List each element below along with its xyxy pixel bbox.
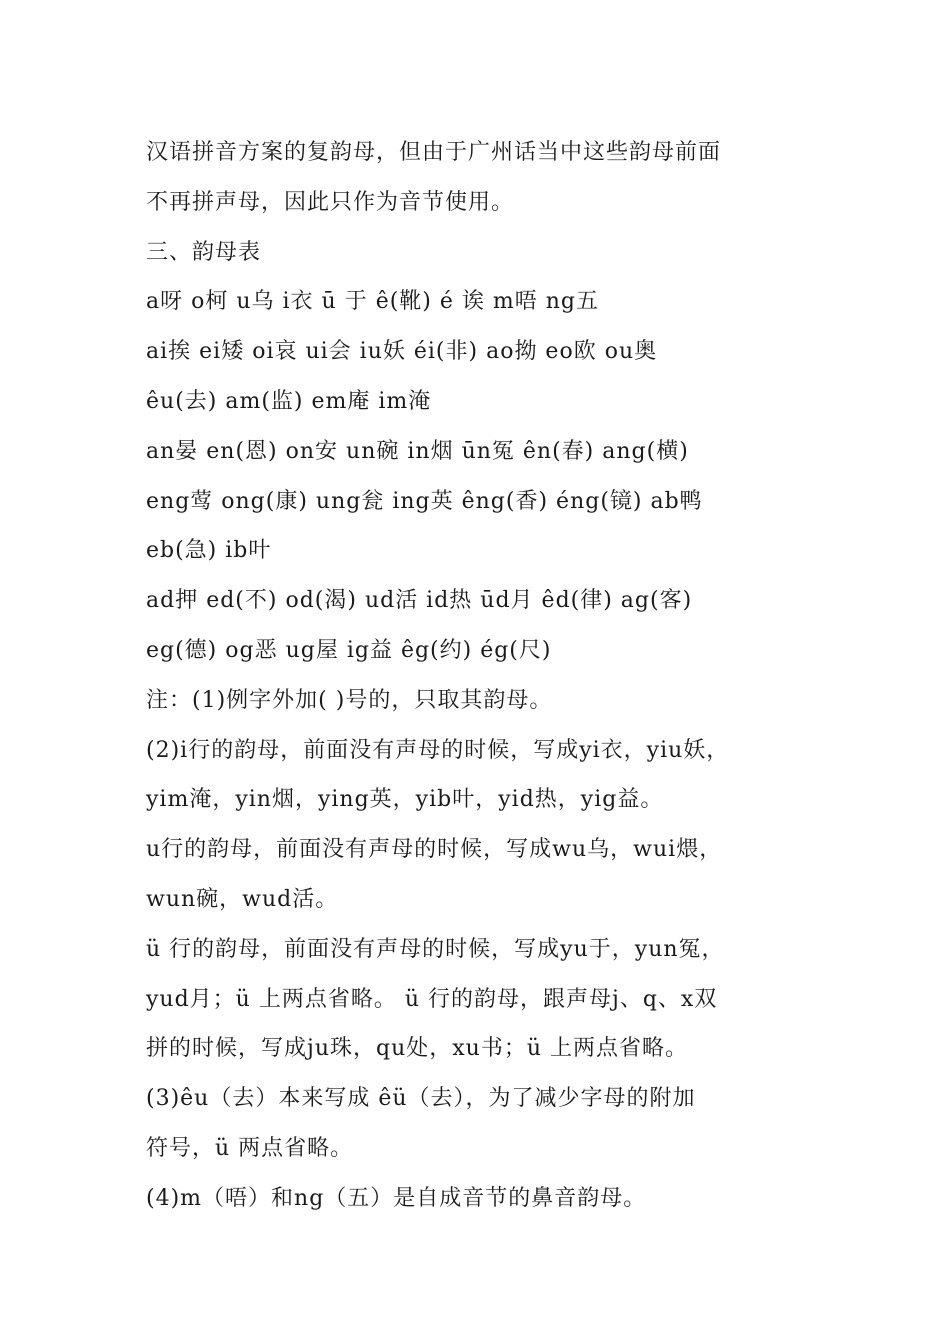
final-table-line: ad押 ed(不) od(渴) ud活 id热 ūd月 êd(律) ag(客) xyxy=(146,588,693,614)
final-table-line: a呀 o柯 u乌 i衣 ū 于 ê(靴) é 诶 m唔 ng五 xyxy=(146,289,599,315)
note-line: yim淹，yin烟，ying英，yib叶，yid热，yig益。 xyxy=(146,787,664,813)
document-body xyxy=(146,128,846,1224)
final-table-line: êu(去) am(监) em庵 im淹 xyxy=(146,388,432,414)
note-line: (4)m（唔）和ng（五）是自成音节的鼻音韵母。 xyxy=(146,1185,647,1211)
note-line: 注：(1)例字外加( )号的，只取其韵母。 xyxy=(146,687,553,713)
section-heading: 三、韵母表 xyxy=(146,239,262,265)
paragraph-line: 不再拼声母，因此只作为音节使用。 xyxy=(146,189,515,215)
note-line: (3)êu（去）本来写成 êü（去），为了减少字母的附加 xyxy=(146,1086,696,1112)
paragraph-line: 汉语拼音方案的复韵母，但由于广州话当中这些韵母前面 xyxy=(146,140,722,165)
final-table-line: an晏 en(恩) on安 un碗 in烟 ūn冤 ên(春) ang(横) xyxy=(146,438,689,464)
note-line: u行的韵母，前面没有声母的时候，写成wu乌，wui煨， xyxy=(146,837,723,863)
final-table-line: eb(急) ib叶 xyxy=(146,538,272,564)
note-line: wun碗，wud活。 xyxy=(146,886,339,912)
note-line: ü 行的韵母，前面没有声母的时候，写成yu于，yun冤， xyxy=(146,936,725,962)
final-table-line: eng莺 ong(康) ung瓮 ing英 êng(香) éng(镜) ab鸭 xyxy=(146,488,703,514)
final-table-line: eg(德) og恶 ug屋 ig益 êg(约) ég(尺) xyxy=(146,637,552,663)
note-line: (2)i行的韵母，前面没有声母的时候，写成yi衣，yiu妖， xyxy=(146,737,730,763)
final-table-line: ai挨 ei矮 oi哀 ui会 iu妖 éi(非) ao拗 eo欧 ou奥 xyxy=(146,339,658,365)
note-line: 拼的时候，写成ju珠，qu处，xu书；ü 上两点省略。 xyxy=(146,1036,688,1062)
note-line: 符号，ü 两点省略。 xyxy=(146,1135,354,1161)
note-line: yud月；ü 上两点省略。 ü 行的韵母，跟声母j、q、x双 xyxy=(146,986,718,1012)
